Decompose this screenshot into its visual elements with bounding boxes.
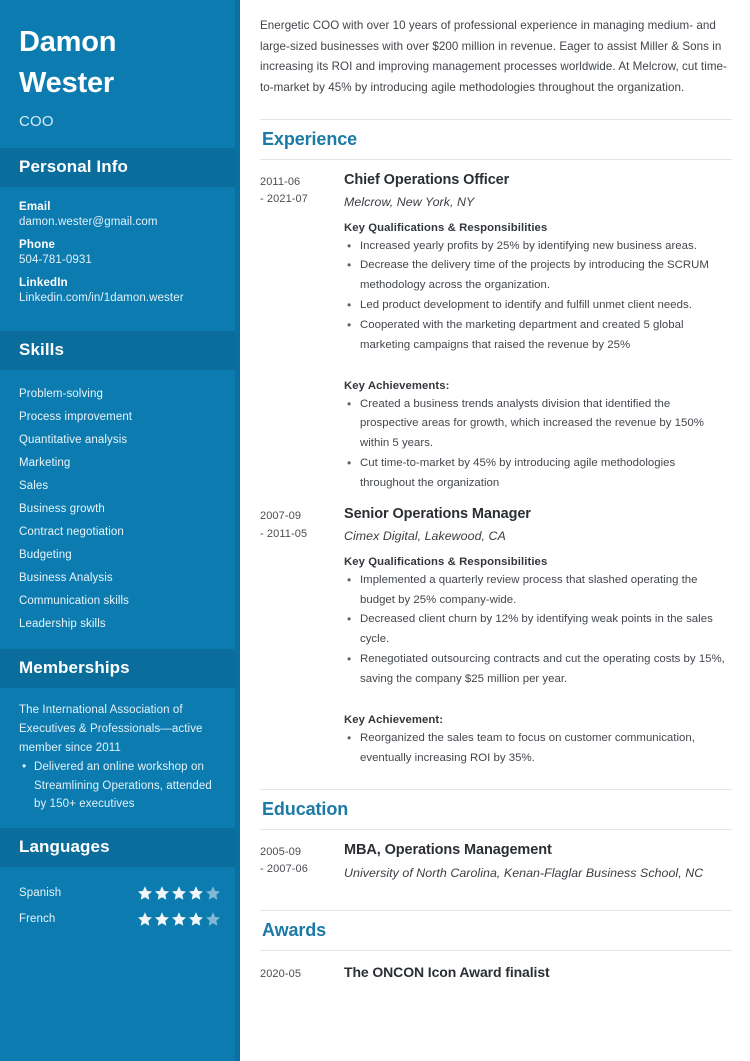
language-row	[19, 880, 221, 906]
section-heading-wrap-education	[260, 789, 732, 830]
achievements-list	[344, 729, 730, 769]
star-icon	[154, 885, 170, 901]
sidebar	[0, 0, 240, 1061]
award-entry-body	[344, 964, 732, 984]
experience-job-title: Senior Operations Manager	[344, 505, 531, 522]
skills-list	[0, 370, 240, 649]
section-heading-awards: Awards	[262, 919, 327, 940]
star-icon	[188, 911, 204, 927]
section-heading-memberships: Memberships	[0, 649, 240, 688]
section-heading-personal-info: Personal Info	[0, 148, 240, 187]
section-heading-wrap-experience	[260, 119, 732, 160]
language-name: French	[19, 913, 56, 926]
section-heading-skills: Skills	[0, 331, 240, 370]
experience-entry-date	[260, 506, 344, 769]
achievement-bullet: • Reorganized the sales team to focus on customer communication, eventually increasing ROI by 35%.	[344, 729, 730, 769]
name-block	[0, 0, 240, 148]
star-icon	[137, 885, 153, 901]
star-icon	[205, 911, 221, 927]
star-icon	[171, 911, 187, 927]
education-entry-body	[344, 842, 732, 880]
star-icon	[171, 885, 187, 901]
skill-item: Budgeting	[19, 548, 72, 561]
language-rating-stars	[137, 885, 221, 901]
date-end: - 2011-05	[260, 527, 308, 540]
contact-label-linkedin: LinkedIn	[19, 277, 68, 290]
qualifications-list	[344, 237, 730, 356]
section-awards	[260, 910, 732, 984]
skill-item: Problem-solving	[19, 387, 103, 400]
qualifications-list	[344, 571, 730, 690]
qualification-bullet: • Cooperated with the marketing department and created 5 global marketing campaigns that raised the revenue by 25%	[344, 316, 730, 356]
language-row	[19, 906, 221, 932]
star-icon	[137, 911, 153, 927]
experience-company: Melcrow, New York, NY	[344, 194, 475, 209]
achievement-bullet: • Cut time-to-market by 45% by introducing agile methodologies throughout the organization	[344, 454, 730, 494]
section-education	[260, 789, 732, 880]
achievements-heading: Key Achievements:	[344, 379, 450, 392]
star-icon	[154, 911, 170, 927]
achievements-list	[344, 395, 730, 494]
achievements-heading: Key Achievement:	[344, 713, 444, 726]
date-end: - 2021-07	[260, 193, 308, 206]
experience-entry-body	[344, 172, 732, 494]
education-degree: MBA, Operations Management	[344, 841, 552, 858]
languages-list	[0, 867, 240, 948]
main-content	[240, 0, 750, 1061]
memberships-content	[0, 688, 240, 828]
contact-item-email	[19, 201, 221, 228]
skill-item: Leadership skills	[19, 617, 106, 630]
skill-item: Sales	[19, 479, 49, 492]
experience-entry	[260, 160, 732, 494]
professional-summary: Energetic COO with over 10 years of professional experience in managing medium- and large-sized businesses with over $200 million in revenue. Eager to assist Miller & Sons in increasing its ROI and improving management processes worldwide. At Melcrow, cut time-to-market by 45% by introducing agile methodologies throughout the organization.	[260, 19, 727, 94]
skill-item: Business growth	[19, 502, 105, 515]
qualification-bullet: • Led product development to identify and fulfill unmet client needs.	[344, 296, 730, 316]
contact-label-phone: Phone	[19, 239, 56, 252]
membership-bullet-list	[19, 758, 221, 814]
qualifications-heading: Key Qualifications & Responsibilities	[344, 221, 548, 234]
skill-item: Quantitative analysis	[19, 433, 128, 446]
last-name: Wester	[19, 67, 114, 100]
spacer	[344, 690, 730, 701]
membership-bullet: • Delivered an online workshop on Streamlining Operations, attended by 150+ executives	[19, 758, 221, 814]
experience-company: Cimex Digital, Lakewood, CA	[344, 528, 506, 543]
qualifications-heading: Key Qualifications & Responsibilities	[344, 555, 548, 568]
date-end: - 2007-06	[260, 863, 308, 876]
section-experience	[260, 119, 732, 769]
education-entry	[260, 830, 732, 880]
spacer	[260, 771, 732, 789]
contact-value-phone[interactable]: 504-781-0931	[19, 254, 92, 267]
language-rating-stars	[137, 911, 221, 927]
experience-entry	[260, 494, 732, 769]
experience-entry-body	[344, 506, 732, 769]
qualification-bullet: • Implemented a quarterly review process that slashed operating the budget by 25% company-wide.	[344, 571, 730, 611]
skill-item: Process improvement	[19, 410, 133, 423]
qualification-bullet: • Decreased client churn by 12% by identifying weak points in the sales cycle.	[344, 610, 730, 650]
experience-job-title: Chief Operations Officer	[344, 171, 510, 188]
personal-info-list	[0, 187, 240, 331]
section-heading-languages: Languages	[0, 828, 240, 867]
date-start: 2005-09	[260, 845, 302, 858]
skill-item: Business Analysis	[19, 571, 113, 584]
spacer	[344, 356, 730, 367]
education-school: University of North Carolina, Kenan-Flaglar Business School, NC	[344, 865, 704, 880]
contact-label-email: Email	[19, 201, 51, 214]
date-start: 2020-05	[260, 967, 302, 980]
first-name: Damon	[19, 26, 117, 58]
job-title: COO	[19, 113, 54, 131]
achievement-bullet: • Created a business trends analysts division that identified the prospective areas for growth, which increased the revenue by 150% within 5 years.	[344, 395, 730, 455]
skill-item: Contract negotiation	[19, 525, 124, 538]
qualification-bullet: • Increased yearly profits by 25% by identifying new business areas.	[344, 237, 730, 257]
section-heading-education: Education	[262, 798, 349, 819]
spacer	[260, 882, 732, 910]
date-start: 2011-06	[260, 175, 301, 188]
qualification-bullet: • Decrease the delivery time of the projects by introducing the SCRUM methodology across the organization.	[344, 256, 730, 296]
star-icon	[188, 885, 204, 901]
section-heading-wrap-awards	[260, 910, 732, 951]
membership-text: The International Association of Executives & Professionals—active member since 2011	[19, 704, 203, 754]
skill-item: Marketing	[19, 456, 71, 469]
date-start: 2007-09	[260, 509, 302, 522]
section-heading-experience: Experience	[262, 128, 358, 149]
experience-entry-date	[260, 172, 344, 494]
star-icon	[205, 885, 221, 901]
award-entry-date	[260, 964, 344, 984]
contact-value-email[interactable]: damon.wester@gmail.com	[19, 216, 158, 229]
award-title: The ONCON Icon Award finalist	[344, 963, 550, 980]
contact-item-linkedin	[19, 277, 221, 304]
language-name: Spanish	[19, 887, 62, 900]
contact-item-phone	[19, 239, 221, 266]
education-entry-date	[260, 842, 344, 880]
qualification-bullet: • Renegotiated outsourcing contracts and cut the operating costs by 15%, saving the company $25 million per year.	[344, 650, 730, 690]
skill-item: Communication skills	[19, 594, 130, 607]
contact-value-linkedin[interactable]: Linkedin.com/in/1damon.wester	[19, 292, 184, 305]
award-entry	[260, 951, 732, 984]
